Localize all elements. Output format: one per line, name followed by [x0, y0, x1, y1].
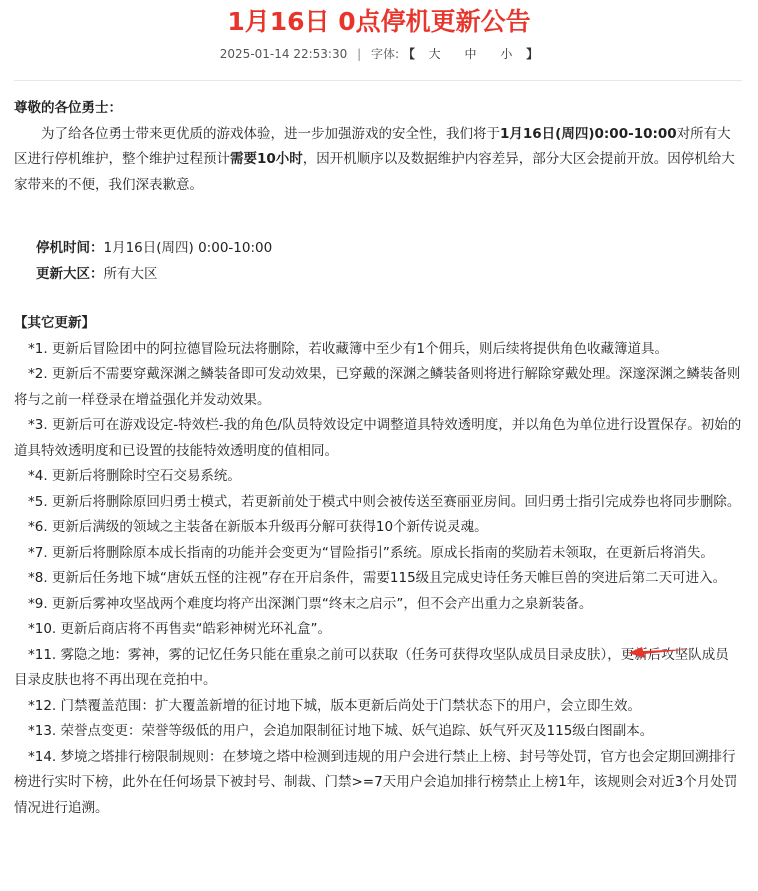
maintenance-time-row	[14, 236, 742, 262]
meta-separator: |	[357, 47, 362, 61]
intro-text-1: 为了给各位勇士带来更优质的游戏体验，进一步加强游戏的安全性，我们将于	[41, 125, 500, 142]
update-item-1: *1. 更新后冒险团中的阿拉德冒险玩法将删除，若收藏簿中至少有1个佣兵，则后续将提供角色收藏簿道具。	[28, 340, 669, 357]
update-item-7: *7. 更新后将删除原本成长指南的功能并会变更为“冒险指引”系统。原成长指南的奖励若未领取，在更新后将消失。	[28, 544, 714, 561]
maintenance-time-label: 停机时间：	[36, 240, 104, 256]
update-item-2: *2. 更新后不需要穿戴深渊之鳞装备即可发动效果，已穿戴的深渊之鳞装备则将进行解除穿戴处理。深邃深渊之鳞装备则将与之前一样登录在增益强化并发动效果。	[14, 366, 741, 408]
update-item-4: *4. 更新后将删除时空石交易系统。	[28, 468, 241, 484]
spacer	[14, 198, 742, 236]
update-area-row	[14, 262, 742, 288]
bracket-close: 】	[526, 47, 539, 61]
font-size-medium-button[interactable]: 中	[464, 47, 477, 61]
font-size-small-button[interactable]: 小	[500, 47, 513, 61]
maintenance-time-value: 1月16日(周四) 0:00-10:00	[103, 240, 273, 256]
greeting: 尊敬的各位勇士：	[14, 100, 122, 116]
update-item-3: *3. 更新后可在游戏设定-特效栏-我的角色/队员特效设定中调整道具特效透明度，并以角色为单位进行设置保存。初始的道具特效透明度和已设置的技能特效透明度的值相同。	[14, 417, 742, 459]
intro-text-2: 对所有大区进行停机维护，整个维护过程预计	[14, 125, 731, 167]
spacer	[14, 287, 742, 311]
update-item-8: *8. 更新后任务地下城“唐妖五怪的注视”存在开启条件，需要115级且完成史诗任务天帷巨兽的突进后第二天可进入。	[28, 570, 727, 586]
header-divider	[14, 80, 742, 81]
publish-datetime: 2025-01-14 22:53:30	[219, 47, 348, 61]
left-pointing-arrow-icon	[628, 645, 694, 661]
intro-bold-duration: 需要10小时	[230, 151, 303, 167]
update-item-10: *10. 更新后商店将不再售卖“皓彩神树光环礼盒”。	[28, 621, 331, 637]
font-size-label: 字体:	[370, 47, 399, 61]
update-item-12: *12. 门禁覆盖范围：扩大覆盖新增的征讨地下城，版本更新后尚处于门禁状态下的用户，会立即生效。	[28, 697, 642, 714]
update-item-13: *13. 荣誉点变更：荣誉等级低的用户，会追加限制征讨地下城、妖气追踪、妖气歼灭及115级白图副本。	[28, 723, 654, 739]
update-item-6: *6. 更新后满级的领域之主装备在新版本升级再分解可获得10个新传说灵魂。	[28, 519, 488, 535]
article-meta	[0, 44, 758, 64]
other-updates-title: 【其它更新】	[14, 315, 95, 331]
update-area-label: 更新大区：	[36, 265, 104, 282]
update-item-11: *11. 雾隐之地：雾神，雾的记忆任务只能在重泉之前可以获取（任务可获得攻坚队成员目录皮肤），更新后攻坚队成员目录皮肤也将不再出现在竞拍中。	[14, 646, 729, 688]
update-item-14: *14. 梦境之塔排行榜限制规则：在梦境之塔中检测到违规的用户会进行禁止上榜、封号等处罚，官方也会定期回溯排行榜进行实时下榜，此外在任何场景下被封号、制裁、门禁>=7天用户会追加排行榜禁止上榜1年，该规则会对近3个月处罚情况进行追溯。	[14, 748, 738, 816]
intro-paragraph	[14, 122, 742, 199]
update-item-9: *9. 更新后雾神攻坚战两个难度均将产出深渊门票“终末之启示”，但不会产出重力之泉新装备。	[28, 595, 593, 612]
page-title: 1月16日 0点停机更新公告	[227, 7, 531, 36]
update-item-5: *5. 更新后将删除原回归勇士模式，若更新前处于模式中则会被传送至赛丽亚房间。回归勇士指引完成券也将同步删除。	[28, 493, 741, 510]
intro-bold-date: 1月16日(周四)0:00-10:00	[500, 125, 677, 142]
intro-text-3: ，因开机顺序以及数据维护内容差异，部分大区会提前开放。因停机给大家带来的不便，我们深表歉意。	[14, 151, 735, 193]
bracket-open: 【	[402, 47, 415, 61]
update-area-value: 所有大区	[103, 265, 158, 282]
article-body	[14, 96, 742, 821]
font-size-large-button[interactable]: 大	[428, 47, 441, 61]
